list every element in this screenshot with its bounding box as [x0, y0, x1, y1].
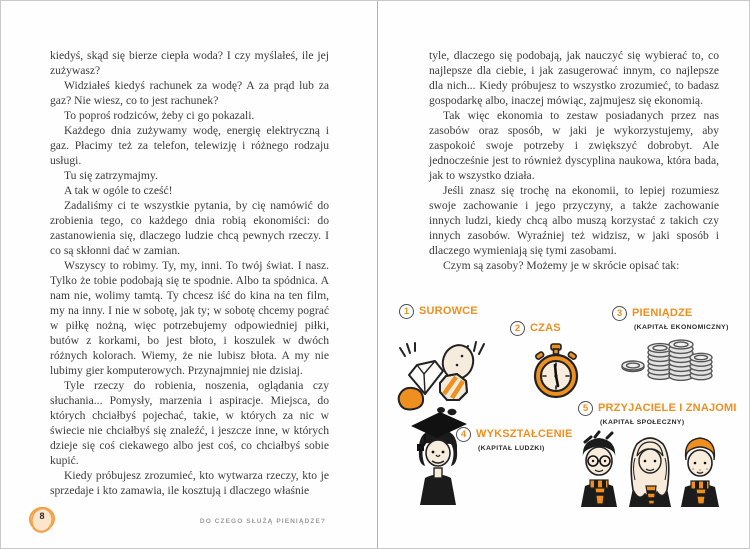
paragraph: Zadaliśmy ci te wszystkie pytania, by cię namówić do zrobienia tego, co każdego dnia robią ekonomiści: do zastanowienia się, dlaczego ludzie chcą pewnych rzeczy. I co są skłonni dać w zamian. [50, 199, 329, 257]
number-badge: 1 [399, 304, 414, 319]
number-badge: 2 [510, 321, 525, 336]
paragraph: To poproś rodziców, żeby ci go pokazali. [64, 109, 255, 122]
left-page-text-column [50, 48, 329, 498]
paragraph: Jeśli znasz się trochę na ekonomii, to lepiej rozumiesz swoje zachowanie i jego przyczyny, a także zachowanie innych ludzi, kiedy chcą albo muszą korzystać z takich czy innych zasobów. Wyraźniej też widzisz, w jaki sposób i dlaczego wymieniają się tymi zasobami. [429, 184, 719, 257]
number-badge: 4 [456, 427, 471, 442]
graduate-woman-icon [407, 408, 469, 506]
resource-label: PIENIĄDZE [632, 307, 693, 320]
right-page-text-column [429, 48, 719, 273]
resource-item-surowce [399, 302, 478, 320]
resource-item-wyksztalcenie [456, 425, 573, 452]
paragraph: Wszyscy to robimy. Ty, my, inni. To twój świat. I nasz. Tylko że tobie podobają się te spodnie. Albo ta spódnica. A nam nie, wolimy tamtą. Ty chcesz iść do kina na ten film, my na inny. I nie w sobotę, jak ty; w sobotę chcemy pograć w piłkę nożną, więc potrzebujemy odpowiedniej piłki, butów z korkami, bo jest błoto, i koszulek w dwóch różnych kolorach. Wiemy, że nie lubisz błota. A my nie lubimy gier komputerowych. Przynajmniej nie dzisiaj. [50, 259, 329, 377]
resource-sublabel: (KAPITAŁ SPOŁECZNY) [600, 419, 685, 426]
paragraph: Tyle rzeczy do robienia, noszenia, oglądania czy słuchania... Pomysły, marzenia i aspiracje. Miejsca, do których chciałbyś pojechać, takie, w których za nic w świecie nie chciałbyś się znaleźć, i jeszcze inne, w których dzieje się coś ciekawego albo jest coś, co chciałbyś sobie kupić. [50, 379, 329, 467]
resource-label: WYKSZTAŁCENIE [476, 428, 573, 441]
paragraph: kiedyś, skąd się bierze ciepła woda? I czy myślałeś, ile jej zużywasz? [50, 49, 329, 77]
resource-label: CZAS [530, 322, 561, 335]
resource-sublabel: (KAPITAŁ EKONOMICZNY) [634, 324, 729, 331]
paragraph: A tak w ogóle to cześć! [64, 184, 173, 197]
number-badge: 3 [612, 306, 627, 321]
paragraph: tyle, dlaczego się podobają, jak nauczyć się wybierać to, co najlepsze dla ciebie, i jak zasugerować innym, co najlepsze dla nich... Kiedy próbujesz to wszystko zrozumieć, to badasz gospodarkę albo, inaczej mówiąc, zajmujesz się ekonomią. [429, 49, 719, 107]
paragraph: Czym są zasoby? Możemy je w skrócie opisać tak: [443, 259, 680, 272]
raw-materials-gems-icon [394, 334, 496, 418]
paragraph: Tu się zatrzymajmy. [64, 169, 158, 182]
resource-label: SUROWCE [419, 305, 478, 318]
paragraph: Każdego dnia zużywamy wodę, energię elektryczną i gaz. Płacimy też za telefon, telewizję i różnego rodzaju usługi. [50, 124, 329, 167]
coin-stacks-icon [619, 337, 713, 381]
paragraph: Tak więc ekonomia to zestaw posiadanych przez nas zasobów oraz sposób, w jaki je wykorzystujemy, aby zaspokoić swoje potrzeby i zwiększyć dobrobyt. Ale jednocześnie jest to również dyscyplina naukowa, która bada, jak to wszystko działa. [429, 109, 719, 182]
paragraph: Widziałeś kiedyś rachunek za wodę? A za prąd lub za gaz? Nie wiesz, co to jest rachunek? [50, 79, 329, 107]
stopwatch-icon [530, 342, 582, 400]
resource-item-przyjaciele [578, 399, 737, 426]
resource-item-pieniadze [612, 304, 729, 331]
paragraph: Kiedy próbujesz zrozumieć, kto wytwarza rzeczy, kto je sprzedaje i kto zamawia, ile kosztują i dlaczego właśnie [50, 469, 329, 497]
resource-label: PRZYJACIELE I ZNAJOMI [598, 402, 737, 415]
page-spine-divider [377, 1, 378, 549]
page-number: 8 [39, 511, 45, 521]
three-friends-icon [573, 428, 727, 508]
number-badge: 5 [578, 401, 593, 416]
resource-sublabel: (KAPITAŁ LUDZKI) [478, 445, 545, 452]
resource-item-czas [510, 319, 561, 337]
page-number-badge [27, 504, 57, 536]
chapter-running-title: DO CZEGO SŁUŻĄ PIENIĄDZE? [199, 518, 326, 525]
